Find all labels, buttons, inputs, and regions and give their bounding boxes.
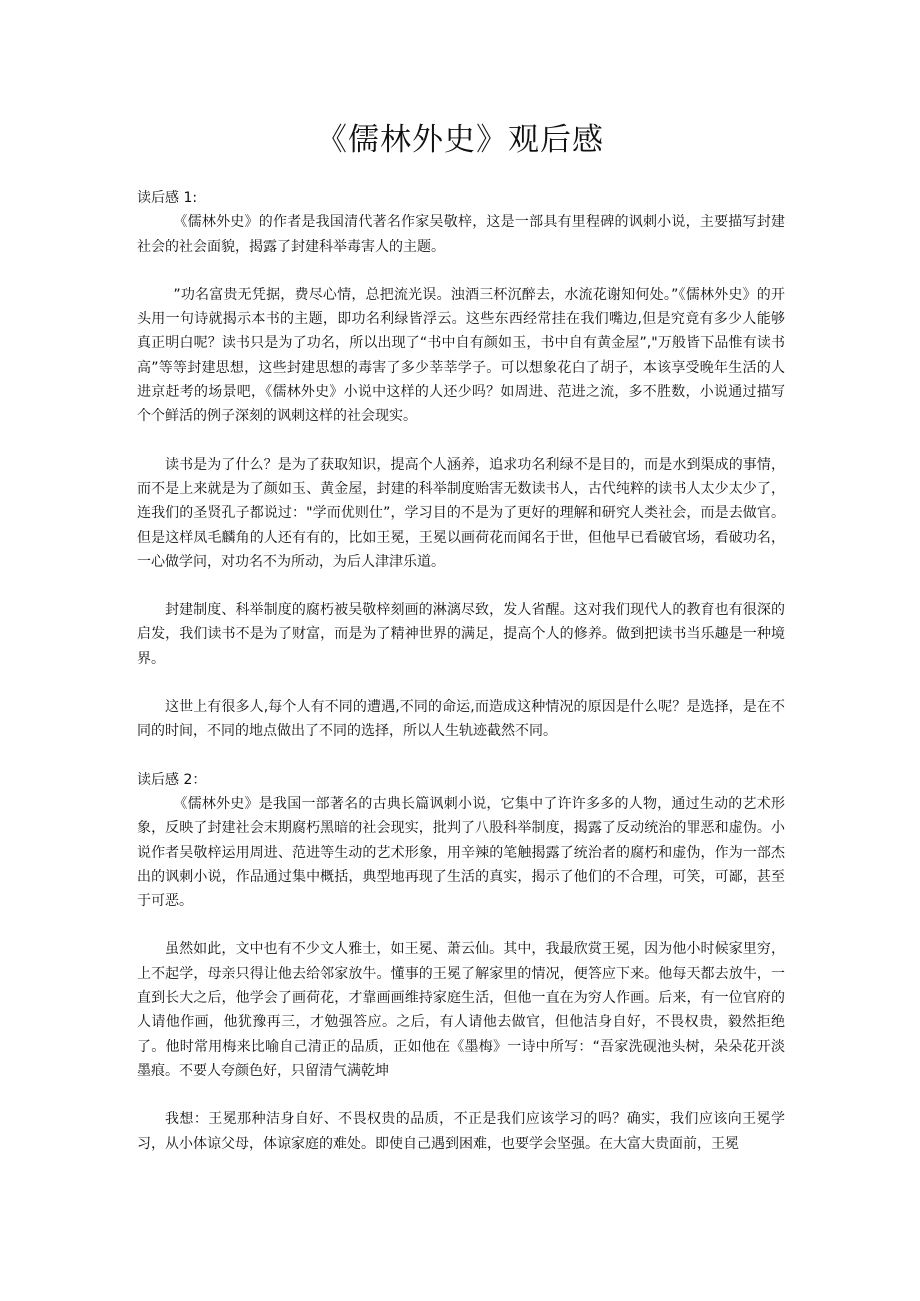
paragraph: 《儒林外史》的作者是我国清代著名作家吴敬梓，这是一部具有里程碑的讽刺小说，主要描写封建社会的社会面貌，揭露了封建科举毒害人的主题。 — [137, 214, 785, 255]
paragraph-gap — [137, 1083, 785, 1107]
paragraph-gap — [137, 671, 785, 695]
paragraph-gap — [137, 913, 785, 937]
paragraph-gap — [137, 574, 785, 598]
paragraph: 虽然如此，文中也有不少文人雅士，如王冕、萧云仙。其中，我最欣赏王冕，因为他小时候家里穷，上不起学，母亲只得让他去给邻家放牛。懂事的王冕了解家里的情况，便答应下来。他每天都去放牛，一直到长大之后，他学会了画荷花，才靠画画维持家庭生活，但他一直在为穷人作画。后来，有一位官府的人请他作画，他犹豫再三，才勉强答应。之后，有人请他去做官，但他洁身自好，不畏权贵，毅然拒绝了。他时常用梅来比喻自己清正的品质，正如他在《墨梅》一诗中所写：“吾家洗砚池头树，朵朵花开淡墨痕。不要人夸颜色好，只留清气满乾坤 — [137, 941, 785, 1079]
section-heading-1: 读后感 1: — [137, 190, 198, 206]
paragraph: ”功名富贵无凭据，费尽心情，总把流光误。浊酒三杯沉醉去，水流花谢知何处。”《儒林外史》的开头用一句诗就揭示本书的主题，即功名利绿皆浮云。这些东西经常挂在我们嘴边,但是究竟有多少人能够真正明白呢？读书只是为了功名，所以出现了“书中自有颜如玉，书中自有黄金屋”,"万般皆下品惟有读书高”等等封建思想，这些封建思想的毒害了多少莘莘学子。可以想象花白了胡子，本该享受晚年生活的人进京赶考的场景吧，《儒林外史》小说中这样的人还少吗？如周进、范进之流，多不胜数，小说通过描写个个鲜活的例子深刻的讽刺这样的社会现实。 — [137, 286, 785, 425]
document-body — [137, 186, 785, 1156]
paragraph: 读书是为了什么？是为了获取知识，提高个人涵养，追求功名利绿不是目的，而是水到渠成的事情，而不是上来就是为了颜如玉、黄金屋，封建的科举制度贻害无数读书人，古代纯粹的读书人太少太少了，连我们的圣贤孔子都说过："学而优则仕”，学习目的不是为了更好的理解和研究人类社会，而是去做官。但是这样凤毛麟角的人还有有的，比如王冕，王冕以画荷花而闻名于世，但他早已看破官场，看破功名，一心做学问，对功名不为所动，为后人津津乐道。 — [137, 456, 785, 570]
paragraph: 封建制度、科举制度的腐朽被吴敬梓刻画的淋漓尽致，发人省醒。这对我们现代人的教育也有很深的启发，我们读书不是为了财富，而是为了精神世界的满足，提高个人的修养。做到把读书当乐趣是一种境界。 — [137, 602, 785, 667]
document-title: 《儒林外史》观后感 — [316, 122, 604, 158]
section-heading-2: 读后感 2： — [137, 771, 207, 788]
paragraph-gap — [137, 259, 785, 283]
paragraph-gap — [137, 429, 785, 453]
paragraph: 我想：王冕那种洁身自好、不畏权贵的品质，不正是我们应该学习的吗？确实，我们应该向王冕学习，从小体谅父母，体谅家庭的难处。即使自己遇到困难，也要学会坚强。在大富大贵面前，王冕 — [137, 1111, 785, 1152]
paragraph-gap — [137, 744, 785, 768]
paragraph: 这世上有很多人,每个人有不同的遭遇,不同的命运,而造成这种情况的原因是什么呢？是选择，是在不同的时间，不同的地点做出了不同的选择，所以人生轨迹截然不同。 — [137, 699, 785, 740]
paragraph: 《儒林外史》是我国一部著名的古典长篇讽刺小说，它集中了许许多多的人物，通过生动的艺术形象，反映了封建社会末期腐朽黑暗的社会现实，批判了八股科举制度，揭露了反动统治的罪恶和虚伪。小说作者吴敬梓运用周进、范进等生动的艺术形象，用辛辣的笔触揭露了统治者的腐朽和虚伪，作为一部杰出的讽刺小说，作品通过集中概括，典型地再现了生活的真实，揭示了他们的不合理，可笑，可鄙，甚至于可恶。 — [137, 795, 785, 910]
